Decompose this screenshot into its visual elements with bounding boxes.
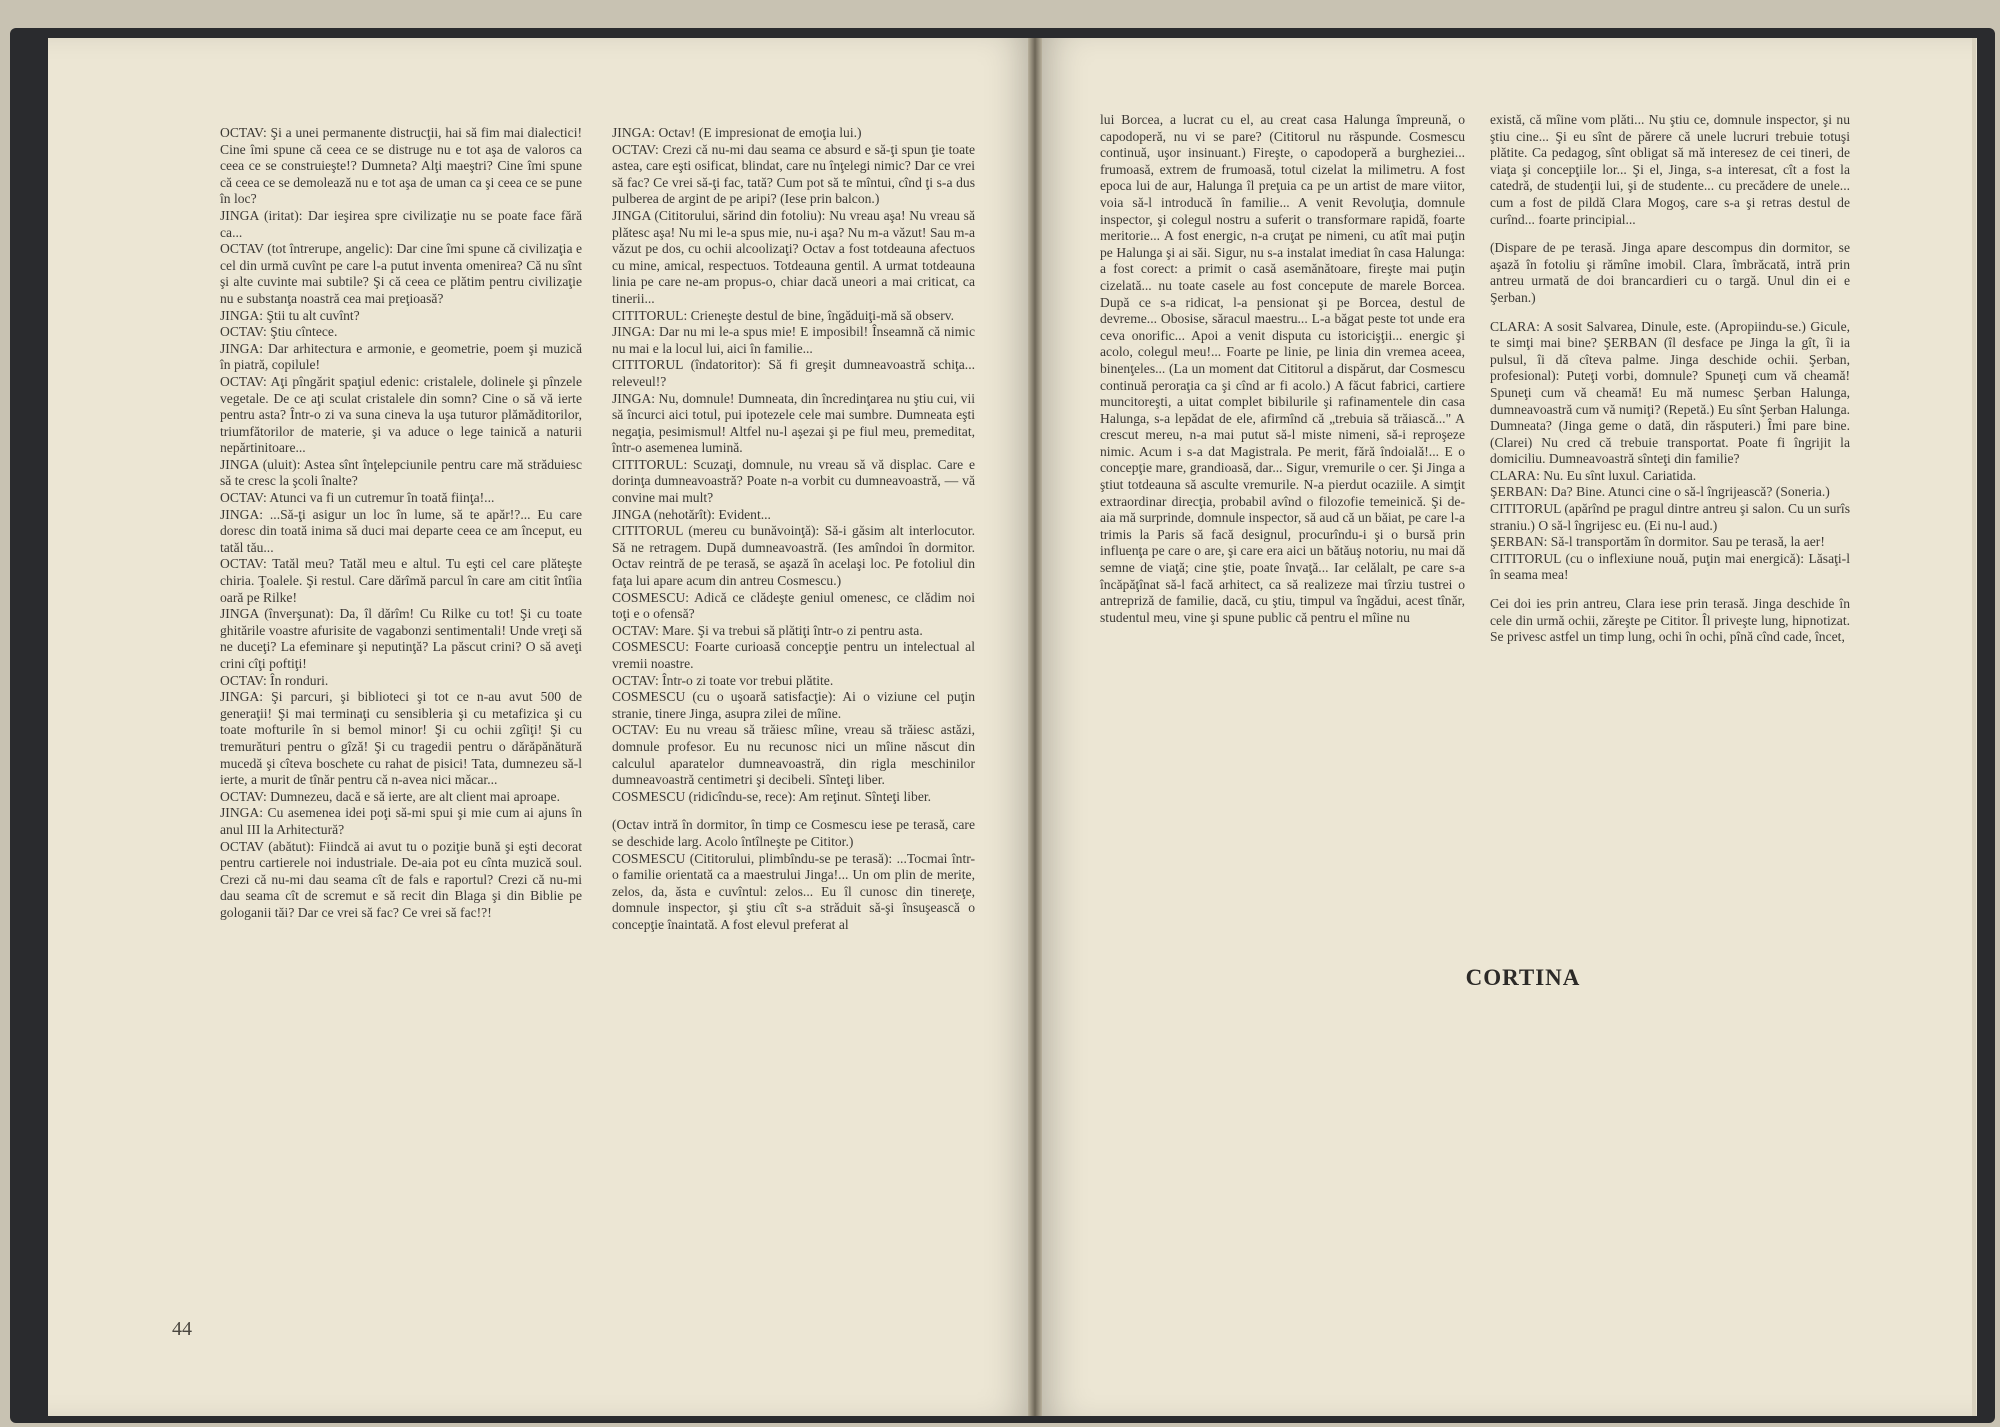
- text-paragraph: JINGA (înverşunat): Da, îl dărîm! Cu Rilke cu tot! Şi cu toate ghitările voastre afurisite de vagabonzi sentimentali! Unde vreţi să ne duceţi? La efeminare şi neputinţă? La păscut crini? O să aveţi crini cîţi poftiţi!: [220, 606, 582, 671]
- text-paragraph: JINGA: Dar nu mi le-a spus mie! E imposibil! Înseamnă că nimic nu mai e la locul lui, aici în familie...: [612, 324, 975, 356]
- text-paragraph: CLARA: Nu. Eu sînt luxul. Cariatida.: [1490, 467, 1697, 483]
- page-edge: [1972, 38, 1976, 1416]
- text-paragraph: JINGA: ...Să-ţi asigur un loc în lume, să te apăr!?... Eu care doresc din toată inima să duci mai departe ceea ce am început, eu tatăl tău...: [220, 506, 582, 555]
- text-paragraph: JINGA (Cititorului, sărind din fotoliu): Nu vreau aşa! Nu vreau să plătesc aşa! Nu mi le-a spus mie, nu-i aşa? Nu m-a văzut! Sau m-a văzut pe dos, cu ochii alcoolizaţi? Octav a fost totdeauna afectuos cu mine, amical, respectuos. Totdeauna gentil. A urmat totdeauna linia pe care ne-am propus-o, chiar dacă uneori a mai criticat, ca tinerii...: [612, 207, 975, 306]
- text-paragraph: lui Borcea, a lucrat cu el, au creat casa Halunga împreună, o capodoperă, nu vi se pare? (Cititorul nu răspunde. Cosmescu continuă, uşor insinuant.) Fireşte, o capodoperă a burgheziei... frumoasă, extrem de frumoasă, totul cizelat la milimetru. A fost epoca lui de aur, Halunga îl preţuia ca pe un artist de mare viitor, voia să-l introducă în familie... A venit Revoluţia, domnule inspector, şi colegul nostru a suferit o transformare rapidă, foarte meritorie... A fost energic, n-a cruţat pe nimeni, cu atît mai puţin pe Halunga şi ai săi. Sigur, nu s-a instalat imediat în casa Halunga: a fost corect: a primit o casă asemănătoare, fireşte mai puţin cizelată... nu toate casele au fost concepute de marele Borcea. După ce s-a ridicat, l-a pensionat şi pe Borcea, destul de devreme... Obosise, săracul maestru... L-a băgat peste tot unde era ceva onorific... Apoi a venit disputa cu istoricişţii... energic şi acolo, colegul meu!... Foarte pe linie, pe linia din vremea aceea, binenţeles... (La un moment dat Cititorul a dispărut, dar Cosmescu continuă peroraţia ca şi cînd ar fi acolo.) A făcut fabrici, cartiere muncitoreşti, a uitat complet bibilurile şi rafinamentele din casa Halunga, s-a lepădat de ele, afirmînd că „trebuia să trăiască..." A crescut mereu, n-a mai putut să-l miste nimeni, să-i reproşeze nimic. Acum i s-a dat Magistrala. Pe merit, fără îndoială!... E o concepţie mare, grandioasă, dar... Sigur, vremurile o cer. Şi Jinga a ştiut totdeauna să asculte vremurile. N-a pierdut ocaziile. A simţit extraordinar direcţia, probabil avînd o filozofie temeinică. Şi de-aia mă surprinde, domnule inspector, să aud că un băiat, pe care l-a trimis la Paris să facă designul, procurîndu-i şi o bursă prin influenţa pe care o are, şi care era aici un bătăuş notoriu, nu mai dă semne de viaţă; cine ştie, poate învaţă... Iar celălalt, pe care s-a încăpăţînat să-l facă arhitect, ca să realizeze mai tîrziu tustrei o antrepriză de familie, dacă, cu ştiu, timpul va îngădui, acest tînăr, studentul meu, vine şi spune public că pentru el mîine nu: [1100, 112, 1465, 625]
- text-paragraph: CITITORUL: Scuzaţi, domnule, nu vreau să vă displac. Care e dorinţa dumneavoastră? Poate n-a vorbit cu dumneavoastră, — vă convine mai mult?: [612, 456, 975, 506]
- text-paragraph: COSMESCU: Adică ce clădeşte geniul omenesc, ce clădim noi toţi e o ofensă?: [612, 589, 975, 622]
- left-page-column-2: [612, 125, 975, 934]
- text-paragraph: OCTAV: Ştiu cîntece.: [220, 324, 338, 340]
- text-paragraph: JINGA (nehotărît): Evident...: [612, 506, 771, 522]
- text-paragraph: CLARA: A sosit Salvarea, Dinule, este. (Apropiindu-se.) Gicule, te simţi mai bine? ŞERBAN (îl desface pe Jinga la gît, îi ia pulsul, îi dă cîteva palme. Jinga deschide ochii. Şerban, profesional): Puteţi vorbi, domnule? Spuneţi cum vă cheamă! Spuneţi cum vă cheamă! Eu mă numesc Şerban Halunga, dumneavoastră cum vă numiţi? (Repetă.) Eu sînt Şerban Halunga. Dumneata? (Jinga geme o dată, din răsputeri.) Îmi pare bine. (Clarei) Nu cred că trebuie transportat. Poate fi îngrijit la domiciliu. Dumneavoastră sînteţi din familie?: [1490, 318, 1850, 467]
- text-paragraph: JINGA (iritat): Dar ieşirea spre civilizaţie nu se poate face fără ca...: [220, 207, 582, 240]
- text-paragraph: COSMESCU (cu o uşoară satisfacţie): Ai o viziune cel puţin stranie, tinere Jinga, asupra zilei de mîine.: [612, 689, 975, 721]
- text-paragraph: OCTAV: Şi a unei permanente distrucţii, hai să fim mai dialectici! Cine îmi spune că ceea ce se distruge nu e tot aşa de valoros ca ceea ce se construieşte!? Dumneta? Alţi maeştri? Cine îmi spune că ceea ce se demolează nu e tot aşa de uman ca şi ceea ce se pune în loc?: [220, 125, 582, 207]
- text-paragraph: OCTAV: Mare. Şi va trebui să plătiţi într-o zi pentru asta.: [612, 622, 923, 638]
- text-paragraph: COSMESCU (ridicîndu-se, rece): Am reţinut. Sînteţi liber.: [612, 788, 932, 804]
- text-paragraph: OCTAV: Atunci va fi un cutremur în toată fiinţa!...: [220, 490, 495, 506]
- right-page-column-1: [1100, 112, 1465, 626]
- text-paragraph: JINGA: Ştii tu alt cuvînt?: [220, 307, 360, 323]
- left-page-column-1: [220, 125, 582, 922]
- curtain-heading: CORTINA: [1465, 965, 1581, 990]
- text-paragraph: Cei doi ies prin antreu, Clara iese prin terasă. Jinga deschide în cele din urmă ochii, zăreşte pe Cititor. Îl priveşte lung, hipnotizat. Se privesc astfel un timp lung, ochi în ochi, pînă cînd cade, încet,: [1490, 596, 1850, 645]
- text-paragraph: OCTAV: Eu nu vreau să trăiesc mîine, vreau să trăiesc astăzi, domnule profesor. Eu nu recunosc nici un mîine născut din calculul aparatelor dumneavoastră, din rigla meschinilor dumneavoastră centimetri şi decibeli. Sînteţi liber.: [612, 722, 975, 788]
- right-page-column-2: [1490, 112, 1850, 646]
- text-paragraph: OCTAV: Tatăl meu? Tatăl meu e altul. Tu eşti cel care plăteşte chiria. Ţoalele. Şi restul. Care dărîmă parcul în care am citit întîia oară pe Rilke!: [220, 556, 582, 605]
- text-paragraph: (Octav intră în dormitor, în timp ce Cosmescu iese pe terasă, care se deschide larg. Acolo întîlneşte pe Cititor.): [612, 817, 975, 849]
- text-paragraph: JINGA (uluit): Astea sînt înţelepciunile pentru care mă străduiesc să te cresc la şcoli înalte?: [220, 456, 582, 489]
- book-spine: [1028, 38, 1042, 1416]
- text-paragraph: OCTAV: Crezi că nu-mi dau seama ce absurd e să-ţi spun ţie toate astea, care eşti osificat, blindat, care nu înţelegi nimic? Dar ce vrei să fac? Ce vrei să-ţi fac, tată? Cum pot să te mîntui, cînd ţi s-a dus pulberea de argint de pe aripi? (Iese prin balcon.): [612, 141, 975, 207]
- text-paragraph: JINGA: Nu, domnule! Dumneata, din încredinţarea nu ştiu cui, vii să încurci aici totul, pui ipotezele cele mai sumbre. Dumneata eşti negaţia, pesimismul! Altfel nu-l aşezai şi pe fiul meu, premeditat, într-o asemenea lumină.: [612, 390, 975, 456]
- text-paragraph: COSMESCU (Cititorului, plimbîndu-se pe terasă): ...Tocmai într-o familie orientată ca a maestrului Jinga!... Un om plin de merite, zelos, da, ăsta e cuvîntul: zelos... Eu îl cunosc din tinereţe, domnule inspector, şi ştiu cît s-a străduit să-şi însuşească o concepţie înaintată. A fost elevul preferat al: [612, 850, 975, 932]
- text-paragraph: OCTAV (abătut): Fiindcă ai avut tu o poziţie bună şi eşti decorat pentru cartierele noi industriale. De-aia pot eu cînta muzică soul. Crezi că nu-mi dau seama cît de fals e raportul? Crezi că nu-mi dau seama cît de scremut e să recit din Blaga şi din Biblie pe gologanii tăi? Dar ce vrei să fac? Ce vrei să fac!?!: [220, 838, 582, 920]
- text-paragraph: CITITORUL (îndatoritor): Să fi greşit dumneavoastră schiţa... releveul!?: [612, 357, 975, 389]
- text-paragraph: OCTAV: Dumnezeu, dacă e să ierte, are alt client mai aproape.: [220, 788, 560, 804]
- text-paragraph: OCTAV: Aţi pîngărit spaţiul edenic: cristalele, dolinele şi pînzele vegetale. De ce aţi sculat cristalele din somn? Cine o să vă ierte pentru asta? Într-o zi va suna cineva la uşa tuturor plămăditorilor, triumfătorilor de materie, şi va aduce o lege tainică a naturii nepărtinitoare...: [220, 373, 582, 456]
- text-paragraph: OCTAV (tot întrerupe, angelic): Dar cine îmi spune că civilizaţia e cel din urmă cuvînt pe care l-a putut inventa omenirea? Că nu sînt şi alte cuvinte mai subtile? Şi că ceea ce plătim pentru civilizaţie nu e substanţa noastră cea mai preţioasă?: [220, 241, 582, 306]
- text-paragraph: JINGA: Şi parcuri, şi biblioteci şi tot ce n-au avut 500 de generaţii! Şi mai terminaţi cu sensibleria şi cu metafizica şi cu toate mofturile în si bemol minor! Şi cu ochii zgîiţi! Şi cu tremurături pentru o gîză! Şi cu tragedii pentru o dărăpănătură mucedă şi cîteva boschete cu rahat de pisici! Tata, dumnezeu să-l ierte, a murit de tînăr pentru că n-avea nici măcar...: [220, 689, 582, 788]
- text-paragraph: ŞERBAN: Da? Bine. Atunci cine o să-l îngrijească? (Soneria.): [1490, 484, 1830, 500]
- text-paragraph: (Dispare de pe terasă. Jinga apare descompus din dormitor, se aşază în fotoliu şi rămîne imobil. Clara, îmbrăcată, intră prin antreu urmată de doi brancardieri cu o targă. Unul din ei e Şerban.): [1490, 240, 1850, 305]
- text-paragraph: JINGA: Dar arhitectura e armonie, e geometrie, poem şi muzică în piatră, copilule!: [220, 340, 582, 373]
- text-paragraph: ŞERBAN: Să-l transportăm în dormitor. Sau pe terasă, la aer!: [1490, 534, 1825, 550]
- text-paragraph: CITITORUL (mereu cu bunăvoinţă): Să-i găsim alt interlocutor. Să ne retragem. După dumneavoastră. (Ies amîndoi în dormitor. Octav reintră de pe terasă, se aşază în acelaşi loc. Pe fotoliul din faţa lui apare acum din antreu Cosmescu.): [612, 523, 975, 589]
- page-number: 44: [172, 1318, 192, 1340]
- text-paragraph: OCTAV: În ronduri.: [220, 672, 329, 688]
- text-paragraph: JINGA: Octav! (E impresionat de emoţia lui.): [612, 125, 862, 140]
- text-paragraph: OCTAV: Într-o zi toate vor trebui plătite.: [612, 672, 834, 688]
- text-paragraph: CITITORUL: Crieneşte destul de bine, îngăduiţi-mă să observ.: [612, 307, 955, 323]
- text-paragraph: există, că mîine vom plăti... Nu ştiu ce, domnule inspector, şi nu ştiu cine... Şi eu sînt de părere că unele lucruri trebuie totuşi plătite. Ca pedagog, sînt obligat să mă interesez de cei tineri, de viaţa şi concepţiile lor... Şi el, Jinga, s-a interesat, cît a fost la catedră, de studenţii lui, şi de studente... cu precădere de unele... cum a fost de pildă Clara Mogoş, care s-a şi retras destul de curînd... foarte principial...: [1490, 112, 1850, 227]
- text-paragraph: JINGA: Cu asemenea idei poţi să-mi spui şi mie cum ai ajuns în anul III la Arhitectură?: [220, 805, 582, 837]
- text-paragraph: CITITORUL (apărînd pe pragul dintre antreu şi salon. Cu un surîs straniu.) O să-l îngrijesc eu. (Ei nu-l aud.): [1490, 501, 1850, 533]
- text-paragraph: COSMESCU: Foarte curioasă concepţie pentru un intelectual al vremii noastre.: [612, 639, 975, 671]
- text-paragraph: CITITORUL (cu o inflexiune nouă, puţin mai energică): Lăsaţi-l în seama mea!: [1490, 550, 1850, 583]
